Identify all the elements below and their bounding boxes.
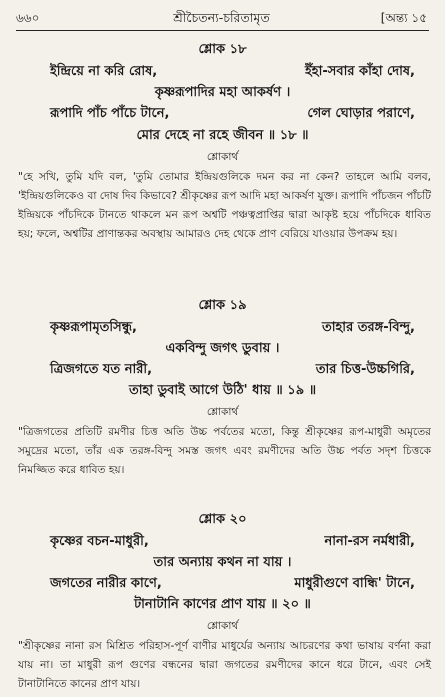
verse-line: মোর দেহে না রহে জীবন ॥ ১৮ ॥ xyxy=(136,128,309,143)
verse-heading-20: শ্লোক ২০ xyxy=(198,512,247,527)
verse-line: তাহা ডুবাই আগে উঠি' ধায় ॥ ১৯ ॥ xyxy=(128,383,317,398)
verse-line: টানাটানি কাণের প্রাণ যায় ॥ ২০ ॥ xyxy=(134,597,311,612)
page-number: ৬৬০ xyxy=(16,11,40,25)
translation-heading: শ্লোকার্থ xyxy=(206,151,239,163)
verse-line: একবিন্দু জগৎ ডুবায় । xyxy=(165,341,280,356)
verse-line-left: ত্রিজগতে যত নারী, xyxy=(50,362,153,377)
verse-line: কৃষ্ণরূপাদির মহা আকর্ষণ । xyxy=(154,85,291,100)
section-label: [অন্ত্য ১৫ xyxy=(380,11,427,25)
verse-line-left: রূপাদি পাঁচ পাঁচে টানে, xyxy=(50,106,170,121)
translation-text: "ত্রিজগতের প্রতিটি রমণীর চিত্ত অতি উচ্চ পর্বতের মতো, কিন্তু শ্রীকৃষ্ণের রূপ-মাধুরী অমৃতের সমুদ্রের মতো, তাঁর এক তরঙ্গ-বিন্দু সমস্ত জগৎ এবং রমণীদের অতি উচ্চ পর্বত সদৃশ চিত্তকে নিমজ্জিত করে ধাবিত হয়। xyxy=(18,426,431,476)
verse-line-right: গেল ঘোড়ার পরাণে, xyxy=(307,106,415,121)
translation-heading: শ্লোকার্থ xyxy=(206,620,239,632)
verse-line-right: তার চিত্ত-উচ্চগিরি, xyxy=(315,362,415,377)
running-header xyxy=(16,8,427,28)
verse-heading-18: শ্লোক ১৮ xyxy=(198,42,247,57)
translation-heading: শ্লোকার্থ xyxy=(206,406,239,418)
verse-line-right: তাহার তরঙ্গ-বিন্দু, xyxy=(321,320,415,335)
verse-line-right: নানা-রস নর্মধারী, xyxy=(324,534,415,549)
header-rule xyxy=(16,30,429,31)
verse-line: তার অন্যায় কথন না যায় । xyxy=(153,555,292,570)
verse-line-right: ইঁহা-সবার কাঁহা দোষ, xyxy=(305,64,415,79)
book-title: শ্রীচৈতন্য-চরিতামৃত xyxy=(173,10,270,25)
verse-line-left: কৃষ্ণরূপামৃতসিন্ধু, xyxy=(50,320,137,335)
translation-text: "শ্রীকৃষ্ণের নানা রস মিশ্রিত পরিহাস-পূর্ণ বাণীর মাধুর্যের অন্যায় আচরণের কথা ভাষায় বর্ণনা করা যায় না। তা মাধুরী রূপ গুণের বন্ধনের দ্বারা জগতের রমণীদের কানে ধরে টানে, এবং সেই টানাটানিতে কানের প্রাণ যায়। xyxy=(18,640,431,690)
verse-line-left: কৃষ্ণের বচন-মাধুরী, xyxy=(50,534,149,549)
verse-heading-19: শ্লোক ১৯ xyxy=(198,298,247,313)
verse-line-left: ইন্দ্রিয়ে না করি রোষ, xyxy=(50,64,158,79)
translation-text: "হে সখি, তুমি যদি বল, 'তুমি তোমার ইন্দ্রিয়গুলিকে দমন কর না কেন? তাহলে আমি বলব, 'ইন্দ্রিয়গুলিকেও বা দোষ দিব কিভাবে? শ্রীকৃষ্ণের রূপ আদি মহা আকর্ষণ যুক্ত। রূপাদি পাঁচজন পাঁচটি ইন্দ্রিয়কে পাঁচদিকে টানতে থাকলে মন রূপ অশ্বটি পঞ্চত্বপ্রাপ্তির দ্বারা আকৃষ্ট হয়ে পাঁচদিকে ধাবিত হয়; ফলে, অশ্বটির প্রাণান্তকর অবস্থায় আমারও দেহ থেকে প্রাণ বেরিয়ে যাওয়ার উপক্রম হয়। xyxy=(18,171,431,240)
verse-line-left: জগতের নারীর কাণে, xyxy=(50,576,162,591)
verse-line-right: মাধুরীগুণে বান্ধি' টানে, xyxy=(294,576,415,591)
